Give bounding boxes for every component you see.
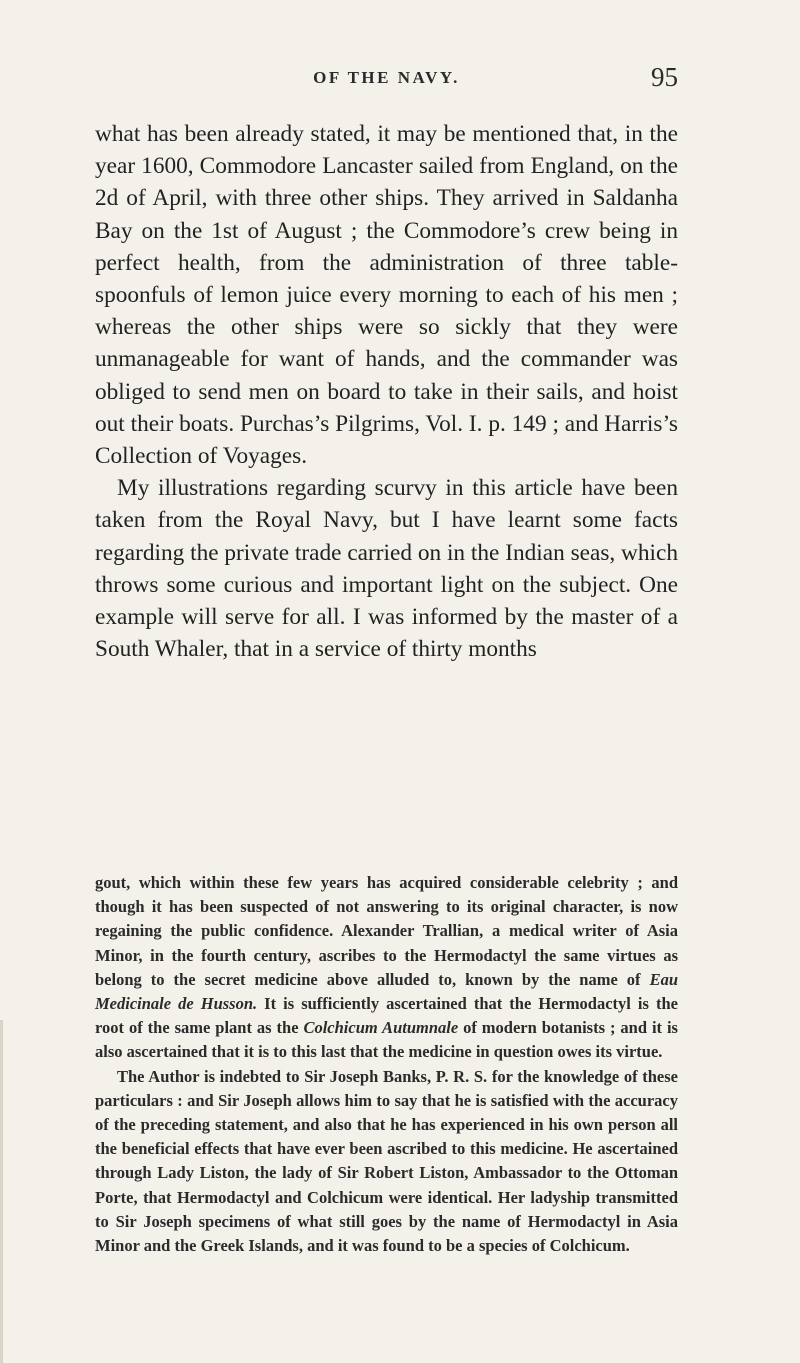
footnote-paragraph-1 xyxy=(95,871,678,1065)
main-paragraph-2: My illustrations regarding scurvy in this article have been taken from the Royal Navy, but I have learnt some facts regarding the private trade carried on in the Indian seas, which throws some curious and important light on the subject. One example will serve for all. I was informed by the master of a South Whaler, that in a service of thirty months xyxy=(95,475,678,663)
footnote-italic-term: Colchicum Autumnale xyxy=(303,1018,459,1038)
footnote-paragraph-2: The Author is indebted to Sir Joseph Banks, P. R. S. for the knowledge of these particulars : and Sir Joseph allows him to say that he is satisfied with the accuracy of the preceding statement, and also that he has experienced in his own person all the beneficial effects that have ever been ascribed to this medicine. He ascertained through Lady Liston, the lady of Sir Robert Liston, Ambassador to the Ottoman Porte, that Hermodactyl and Colchicum were identical. Her ladyship transmitted to Sir Joseph specimens of what still goes by the name of Hermodactyl in Asia Minor and the Greek Islands, and it was found to be a species of Colchicum. xyxy=(95,1066,678,1256)
footnote xyxy=(95,871,678,1258)
page-header xyxy=(95,62,678,102)
running-head: OF THE NAVY. xyxy=(313,68,460,87)
footnote-italic-term: Eau Medicinale de Husson. xyxy=(95,969,678,1014)
page-number: 95 xyxy=(651,62,678,92)
footnote-text: of modern botanists ; and it is also ascertained that it is to this last that the medicine in question owes its virtue. xyxy=(95,1018,678,1062)
footnote-text: gout, which within these few years has acquired considerable celebrity ; and though it has been suspected of not answering to its original character, is now regaining the public confidence. Alexander Trallian, a medical writer of Asia Minor, in the fourth century, ascribes to the Hermodactyl the same virtues as belong to the secret medicine above alluded to, known by the name of xyxy=(95,873,678,989)
footnote-text: It is sufficiently ascertained that the Hermodactyl is the root of the same plant as the xyxy=(95,994,678,1038)
main-paragraph-1: what has been already stated, it may be mentioned that, in the year 1600, Commodore Lancaster sailed from England, on the 2d of April, with three other ships. They arrived in Saldanha Bay on the 1st of August ; the Commodore’s crew being in perfect health, from the administration of three table-spoonfuls of lemon juice every morning to each of his men ; whereas the other ships were so sickly that they were unmanageable for want of hands, and the commander was obliged to send men on board to take in their sails, and hoist out their boats. Purchas’s Pilgrims, Vol. I. p. 149 ; and Harris’s Collection of Voyages. xyxy=(95,121,678,470)
main-text xyxy=(95,118,678,665)
page-edge xyxy=(0,1020,3,1363)
